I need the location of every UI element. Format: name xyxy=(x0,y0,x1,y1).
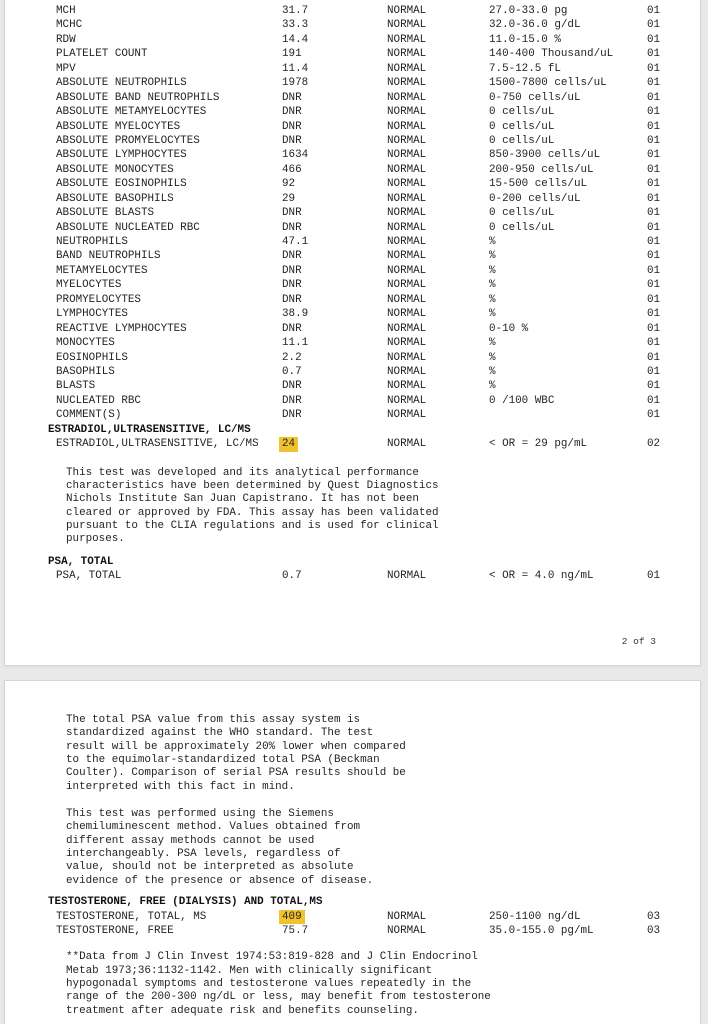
note-line: interchangeably. PSA levels, regardless of xyxy=(66,848,341,861)
note-line: chemiluminescent method. Values obtained from xyxy=(66,821,361,834)
result-flag: NORMAL xyxy=(387,62,427,75)
result-flag: NORMAL xyxy=(387,337,427,350)
result-value: 29 xyxy=(282,192,296,205)
result-row xyxy=(5,120,700,134)
result-row xyxy=(5,293,700,307)
note-line: pursuant to the CLIA regulations and is used for clinical xyxy=(66,519,439,532)
result-row xyxy=(5,148,700,162)
result-lab: 01 xyxy=(647,192,661,205)
result-lab: 01 xyxy=(647,178,661,191)
result-flag: NORMAL xyxy=(387,163,427,176)
result-row xyxy=(5,206,700,220)
result-flag: NORMAL xyxy=(387,322,427,335)
result-name: ABSOLUTE NUCLEATED RBC xyxy=(56,221,200,234)
note-line: standardized against the WHO standard. The test xyxy=(66,727,374,740)
result-value: DNR xyxy=(282,293,302,306)
result-value: 14.4 xyxy=(282,33,309,46)
note-paragraph xyxy=(66,951,700,1018)
result-flag: NORMAL xyxy=(387,5,427,17)
note-line: result will be approximately 20% lower when compared xyxy=(66,740,406,753)
result-name: ABSOLUTE MONOCYTES xyxy=(56,163,174,176)
result-flag: NORMAL xyxy=(387,134,427,147)
result-lab: 01 xyxy=(647,5,661,17)
result-value: DNR xyxy=(282,134,302,147)
result-lab: 03 xyxy=(647,925,661,938)
result-lab: 01 xyxy=(647,337,661,350)
result-lab: 01 xyxy=(647,409,661,422)
result-name: ABSOLUTE LYMPHOCYTES xyxy=(56,149,187,162)
result-flag: NORMAL xyxy=(387,178,427,191)
result-lab: 01 xyxy=(647,207,661,220)
section-header: ESTRADIOL,ULTRASENSITIVE, LC/MS xyxy=(48,423,251,436)
result-value: 11.1 xyxy=(282,337,309,350)
result-row xyxy=(5,105,700,119)
results-rows xyxy=(5,437,700,451)
result-name: BASOPHILS xyxy=(56,365,115,378)
result-name: MONOCYTES xyxy=(56,337,115,350)
note-line: purposes. xyxy=(66,533,125,546)
result-flag: NORMAL xyxy=(387,925,427,938)
results-rows xyxy=(5,569,700,583)
result-row xyxy=(5,163,700,177)
highlighted-result-value: 24 xyxy=(279,437,298,451)
result-row xyxy=(5,192,700,206)
results-rows xyxy=(5,910,700,939)
result-name: MCHC xyxy=(56,19,83,32)
result-name: ABSOLUTE BASOPHILS xyxy=(56,192,174,205)
result-flag: NORMAL xyxy=(387,221,427,234)
note-paragraph xyxy=(66,714,700,794)
result-value: DNR xyxy=(282,106,302,119)
result-row xyxy=(5,264,700,278)
result-lab: 01 xyxy=(647,570,661,583)
result-row xyxy=(5,18,700,32)
result-lab: 01 xyxy=(647,19,661,32)
result-value: DNR xyxy=(282,380,302,393)
result-lab: 01 xyxy=(647,91,661,104)
result-lab: 01 xyxy=(647,293,661,306)
note-line: Nichols Institute San Juan Capistrano. It has not been xyxy=(66,493,419,506)
result-range: < OR = 4.0 ng/mL xyxy=(489,570,594,583)
result-range: 0-10 % xyxy=(489,322,529,335)
result-range: % xyxy=(489,351,496,364)
result-row xyxy=(5,221,700,235)
result-value: 2.2 xyxy=(282,351,302,364)
result-flag: NORMAL xyxy=(387,279,427,292)
result-row xyxy=(5,437,700,451)
result-range: 200-950 cells/uL xyxy=(489,163,594,176)
result-value: 11.4 xyxy=(282,62,309,75)
result-value: DNR xyxy=(282,394,302,407)
result-lab: 01 xyxy=(647,380,661,393)
result-value: DNR xyxy=(282,91,302,104)
section-header: TESTOSTERONE, FREE (DIALYSIS) AND TOTAL,MS xyxy=(48,896,323,909)
result-name: TESTOSTERONE, TOTAL, MS xyxy=(56,910,207,923)
result-name: NUCLEATED RBC xyxy=(56,394,141,407)
result-name: ABSOLUTE NEUTROPHILS xyxy=(56,77,187,90)
result-name: TESTOSTERONE, FREE xyxy=(56,925,174,938)
result-row xyxy=(5,91,700,105)
result-value: 1978 xyxy=(282,77,309,90)
result-name: BAND NEUTROPHILS xyxy=(56,250,161,263)
result-row xyxy=(5,33,700,47)
result-lab: 01 xyxy=(647,163,661,176)
note-line: This test was developed and its analytical performance xyxy=(66,466,419,479)
result-row xyxy=(5,322,700,336)
result-name: RDW xyxy=(56,33,76,46)
result-name: PROMYELOCYTES xyxy=(56,293,141,306)
result-lab: 01 xyxy=(647,221,661,234)
result-name: COMMENT(S) xyxy=(56,409,122,422)
result-range: 32.0-36.0 g/dL xyxy=(489,19,581,32)
result-lab: 01 xyxy=(647,279,661,292)
result-range: 140-400 Thousand/uL xyxy=(489,48,614,61)
result-name: REACTIVE LYMPHOCYTES xyxy=(56,322,187,335)
result-lab: 01 xyxy=(647,62,661,75)
result-name: ABSOLUTE BLASTS xyxy=(56,207,155,220)
section-header: PSA, TOTAL xyxy=(48,555,114,568)
result-name: PSA, TOTAL xyxy=(56,570,122,583)
result-lab: 01 xyxy=(647,33,661,46)
result-range: % xyxy=(489,279,496,292)
result-range: 0 /100 WBC xyxy=(489,394,555,407)
result-name: ABSOLUTE MYELOCYTES xyxy=(56,120,181,133)
result-flag: NORMAL xyxy=(387,365,427,378)
result-name: ABSOLUTE BAND NEUTROPHILS xyxy=(56,91,220,104)
result-flag: NORMAL xyxy=(387,120,427,133)
highlighted-result-value: 409 xyxy=(279,910,305,924)
note-line: range of the 200-300 ng/dL or less, may benefit from testosterone xyxy=(66,991,491,1004)
result-range: % xyxy=(489,380,496,393)
result-name: EOSINOPHILS xyxy=(56,351,128,364)
result-flag: NORMAL xyxy=(387,910,427,923)
result-value: 38.9 xyxy=(282,308,309,321)
result-row xyxy=(5,4,700,18)
result-flag: NORMAL xyxy=(387,19,427,32)
page-2-content xyxy=(5,0,700,584)
result-value: DNR xyxy=(282,250,302,263)
result-flag: NORMAL xyxy=(387,570,427,583)
result-value: 466 xyxy=(282,163,302,176)
result-row xyxy=(5,394,700,408)
result-row xyxy=(5,379,700,393)
result-flag: NORMAL xyxy=(387,192,427,205)
result-lab: 01 xyxy=(647,120,661,133)
result-range: < OR = 29 pg/mL xyxy=(489,438,588,451)
result-name: BLASTS xyxy=(56,380,96,393)
result-name: PLATELET COUNT xyxy=(56,48,148,61)
result-value: 1634 xyxy=(282,149,309,162)
result-range: % xyxy=(489,365,496,378)
result-row xyxy=(5,336,700,350)
result-flag: NORMAL xyxy=(387,293,427,306)
result-range: % xyxy=(489,337,496,350)
note-line: cleared or approved by FDA. This assay has been validated xyxy=(66,506,439,519)
result-lab: 01 xyxy=(647,365,661,378)
result-range: 850-3900 cells/uL xyxy=(489,149,601,162)
result-lab: 01 xyxy=(647,322,661,335)
result-row xyxy=(5,351,700,365)
result-name: ABSOLUTE METAMYELOCYTES xyxy=(56,106,207,119)
result-row xyxy=(5,365,700,379)
result-value: 0.7 xyxy=(282,365,302,378)
result-name: MPV xyxy=(56,62,76,75)
result-value: 92 xyxy=(282,178,296,191)
result-row xyxy=(5,249,700,263)
result-flag: NORMAL xyxy=(387,351,427,364)
result-lab: 01 xyxy=(647,264,661,277)
page-number: 2 of 3 xyxy=(621,636,656,647)
note-paragraph xyxy=(66,467,700,547)
result-value: 31.7 xyxy=(282,5,309,17)
result-value: DNR xyxy=(282,221,302,234)
result-flag: NORMAL xyxy=(387,106,427,119)
result-flag: NORMAL xyxy=(387,91,427,104)
result-row xyxy=(5,408,700,422)
note-line: value, should not be interpreted as absolute xyxy=(66,861,354,874)
result-row xyxy=(5,134,700,148)
result-row xyxy=(5,235,700,249)
result-lab: 02 xyxy=(647,438,661,451)
result-flag: NORMAL xyxy=(387,33,427,46)
page-3-content xyxy=(5,714,700,1018)
result-flag: NORMAL xyxy=(387,308,427,321)
result-range: 0 cells/uL xyxy=(489,221,555,234)
result-flag: NORMAL xyxy=(387,264,427,277)
result-range: 15-500 cells/uL xyxy=(489,178,588,191)
result-lab: 01 xyxy=(647,149,661,162)
result-range: % xyxy=(489,264,496,277)
note-line: hypogonadal symptoms and testosterone values repeatedly in the xyxy=(66,978,472,991)
note-line: different assay methods cannot be used xyxy=(66,834,315,847)
result-row xyxy=(5,924,700,938)
note-paragraph xyxy=(66,808,700,888)
results-rows xyxy=(5,4,700,423)
note-line: treatment after adequate risk and benefits counseling. xyxy=(66,1004,419,1017)
result-row xyxy=(5,307,700,321)
result-lab: 01 xyxy=(647,106,661,119)
result-row xyxy=(5,569,700,583)
result-flag: NORMAL xyxy=(387,394,427,407)
result-range: % xyxy=(489,250,496,263)
result-range: % xyxy=(489,293,496,306)
result-flag: NORMAL xyxy=(387,380,427,393)
result-lab: 01 xyxy=(647,134,661,147)
report-page-3 xyxy=(4,680,701,1024)
result-flag: NORMAL xyxy=(387,48,427,61)
note-line: The total PSA value from this assay system is xyxy=(66,714,361,726)
result-range: 7.5-12.5 fL xyxy=(489,62,561,75)
result-name: ESTRADIOL,ULTRASENSITIVE, LC/MS xyxy=(56,438,259,451)
result-value: 191 xyxy=(282,48,302,61)
result-name: LYMPHOCYTES xyxy=(56,308,128,321)
result-name: MCH xyxy=(56,5,76,17)
result-value: DNR xyxy=(282,120,302,133)
result-name: MYELOCYTES xyxy=(56,279,122,292)
result-lab: 01 xyxy=(647,394,661,407)
result-row xyxy=(5,910,700,924)
result-name: NEUTROPHILS xyxy=(56,236,128,248)
result-flag: NORMAL xyxy=(387,250,427,263)
result-row xyxy=(5,76,700,90)
result-lab: 01 xyxy=(647,308,661,321)
note-line: characteristics have been determined by Quest Diagnostics xyxy=(66,479,439,492)
result-value: 75.7 xyxy=(282,925,309,938)
result-name: ABSOLUTE EOSINOPHILS xyxy=(56,178,187,191)
result-name: METAMYELOCYTES xyxy=(56,264,148,277)
result-value: DNR xyxy=(282,322,302,335)
result-flag: NORMAL xyxy=(387,438,427,451)
result-lab: 01 xyxy=(647,77,661,90)
result-row xyxy=(5,278,700,292)
result-row xyxy=(5,177,700,191)
result-range: % xyxy=(489,236,496,248)
result-name: ABSOLUTE PROMYELOCYTES xyxy=(56,134,200,147)
result-lab: 01 xyxy=(647,250,661,263)
result-lab: 01 xyxy=(647,236,661,248)
result-value: DNR xyxy=(282,279,302,292)
result-lab: 01 xyxy=(647,48,661,61)
result-value: DNR xyxy=(282,409,302,422)
note-line: Metab 1973;36:1132-1142. Men with clinically significant xyxy=(66,964,432,977)
result-value: 0.7 xyxy=(282,570,302,583)
result-flag: NORMAL xyxy=(387,207,427,220)
result-value: 33.3 xyxy=(282,19,309,32)
note-line: to the equimolar-standardized total PSA (Beckman xyxy=(66,754,380,767)
result-range: 35.0-155.0 pg/mL xyxy=(489,925,594,938)
note-line: interpreted with this fact in mind. xyxy=(66,780,295,793)
report-page-2 xyxy=(4,0,701,666)
result-range: 0 cells/uL xyxy=(489,207,555,220)
result-lab: 01 xyxy=(647,351,661,364)
note-line: Coulter). Comparison of serial PSA results should be xyxy=(66,767,406,780)
result-range: 0 cells/uL xyxy=(489,134,555,147)
result-range: 0-750 cells/uL xyxy=(489,91,581,104)
result-lab: 03 xyxy=(647,910,661,923)
result-range: 27.0-33.0 pg xyxy=(489,5,568,17)
result-value: DNR xyxy=(282,264,302,277)
result-range: 250-1100 ng/dL xyxy=(489,910,581,923)
result-row xyxy=(5,47,700,61)
result-flag: NORMAL xyxy=(387,77,427,90)
note-line: evidence of the presence or absence of disease. xyxy=(66,874,374,887)
result-value: 47.1 xyxy=(282,236,309,248)
result-range: 0-200 cells/uL xyxy=(489,192,581,205)
result-row xyxy=(5,62,700,76)
result-range: % xyxy=(489,308,496,321)
result-value: DNR xyxy=(282,207,302,220)
result-flag: NORMAL xyxy=(387,149,427,162)
result-flag: NORMAL xyxy=(387,236,427,248)
note-line: **Data from J Clin Invest 1974:53:819-828 and J Clin Endocrinol xyxy=(66,951,478,964)
result-range: 11.0-15.0 % xyxy=(489,33,561,46)
note-line: This test was performed using the Siemens xyxy=(66,808,334,821)
result-range: 0 cells/uL xyxy=(489,120,555,133)
result-flag: NORMAL xyxy=(387,409,427,422)
result-range: 1500-7800 cells/uL xyxy=(489,77,607,90)
result-range: 0 cells/uL xyxy=(489,106,555,119)
